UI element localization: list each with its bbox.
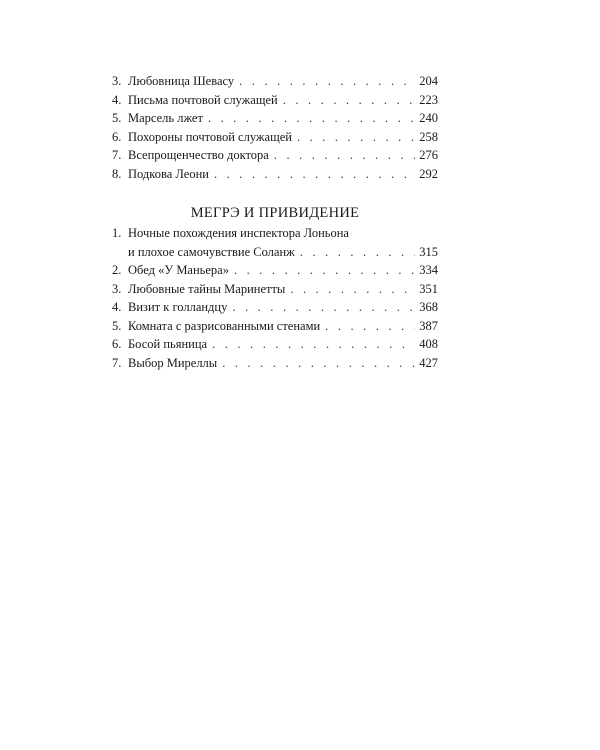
toc-entry-page: 204 (419, 74, 438, 88)
toc-entry-title-line2: и плохое самочувствие Соланж (128, 244, 295, 259)
toc-entry-page: 276 (419, 148, 438, 162)
toc-entry (112, 335, 438, 354)
toc-entry-number: 4. (112, 92, 122, 107)
dot-leader (234, 261, 415, 280)
dot-leader (325, 317, 415, 336)
toc-entry-number: 5. (112, 111, 122, 125)
toc-list-part-b (112, 224, 438, 372)
toc-entry-page: 258 (419, 129, 438, 144)
toc-entry-title: Похороны почтовой служащей (128, 129, 292, 144)
toc-entry (112, 91, 438, 110)
dot-leader (212, 335, 415, 354)
toc-entry-page: 351 (419, 281, 438, 296)
toc-entry-number: 5. (112, 318, 122, 333)
toc-entry-page: 334 (419, 263, 438, 277)
toc-entry-title: Обед «У Маньера» (128, 263, 229, 277)
toc-entry-number: 7. (112, 148, 122, 162)
toc-entry-title: Комната с разрисованными стенами (128, 318, 321, 333)
toc-entry-title: Выбор Миреллы (128, 355, 218, 370)
toc-entry-title: Всепрощенчество доктора (128, 148, 269, 162)
toc-entry-page: 427 (419, 355, 438, 370)
toc-entry-title: Любовница Шевасу (128, 74, 235, 88)
dot-leader (232, 298, 415, 317)
dot-leader (283, 91, 416, 110)
toc-entry-number: 7. (112, 355, 122, 370)
dot-leader (239, 72, 415, 91)
dot-leader (297, 128, 415, 147)
toc-entry-page: 292 (419, 166, 438, 181)
toc-entry (112, 354, 438, 373)
toc-entry-title: Подкова Леони (128, 166, 209, 181)
toc-entry-number: 6. (112, 337, 122, 351)
dot-leader (214, 165, 415, 184)
toc-list-part-a (112, 72, 438, 183)
dot-leader (208, 109, 415, 128)
dot-leader (222, 354, 415, 373)
toc-entry (112, 298, 438, 317)
dot-leader (290, 280, 415, 299)
toc-entry-page: 315 (419, 244, 438, 259)
toc-entry-title: Визит к голландцу (128, 300, 228, 314)
dot-leader (274, 146, 415, 165)
toc-entry-title: Босой пьяница (128, 337, 208, 351)
toc-entry-page: 223 (419, 92, 438, 107)
toc-entry-number: 2. (112, 263, 122, 277)
toc-entry (112, 280, 438, 299)
toc-entry (112, 72, 438, 91)
toc-entry (112, 224, 438, 261)
toc-entry-number: 3. (112, 281, 122, 296)
toc-entry-number: 8. (112, 166, 122, 181)
toc-entry-title-line1: Ночные похождения инспектора Лоньона (128, 226, 349, 240)
toc-entry-page: 368 (419, 300, 438, 314)
toc-entry-number: 3. (112, 74, 122, 88)
toc-entry (112, 317, 438, 336)
toc-entry-page: 240 (419, 111, 438, 125)
section-title: МЕГРЭ И ПРИВИДЕНИЕ (190, 205, 360, 221)
dot-leader (300, 243, 415, 262)
toc-entry-title: Письма почтовой служащей (128, 92, 278, 107)
toc-entry (112, 261, 438, 280)
toc-entry (112, 146, 438, 165)
toc-entry-number: 4. (112, 300, 122, 314)
toc-entry-number: 6. (112, 129, 122, 144)
toc-entry-title: Любовные тайны Маринетты (128, 281, 286, 296)
toc-entry-number: 1. (112, 226, 122, 240)
toc-entry-page: 387 (419, 318, 438, 333)
toc-entry (112, 128, 438, 147)
toc-entry-title: Марсель лжет (128, 111, 203, 125)
toc-entry (112, 109, 438, 128)
toc-entry-page: 408 (419, 337, 438, 351)
toc-entry (112, 165, 438, 184)
